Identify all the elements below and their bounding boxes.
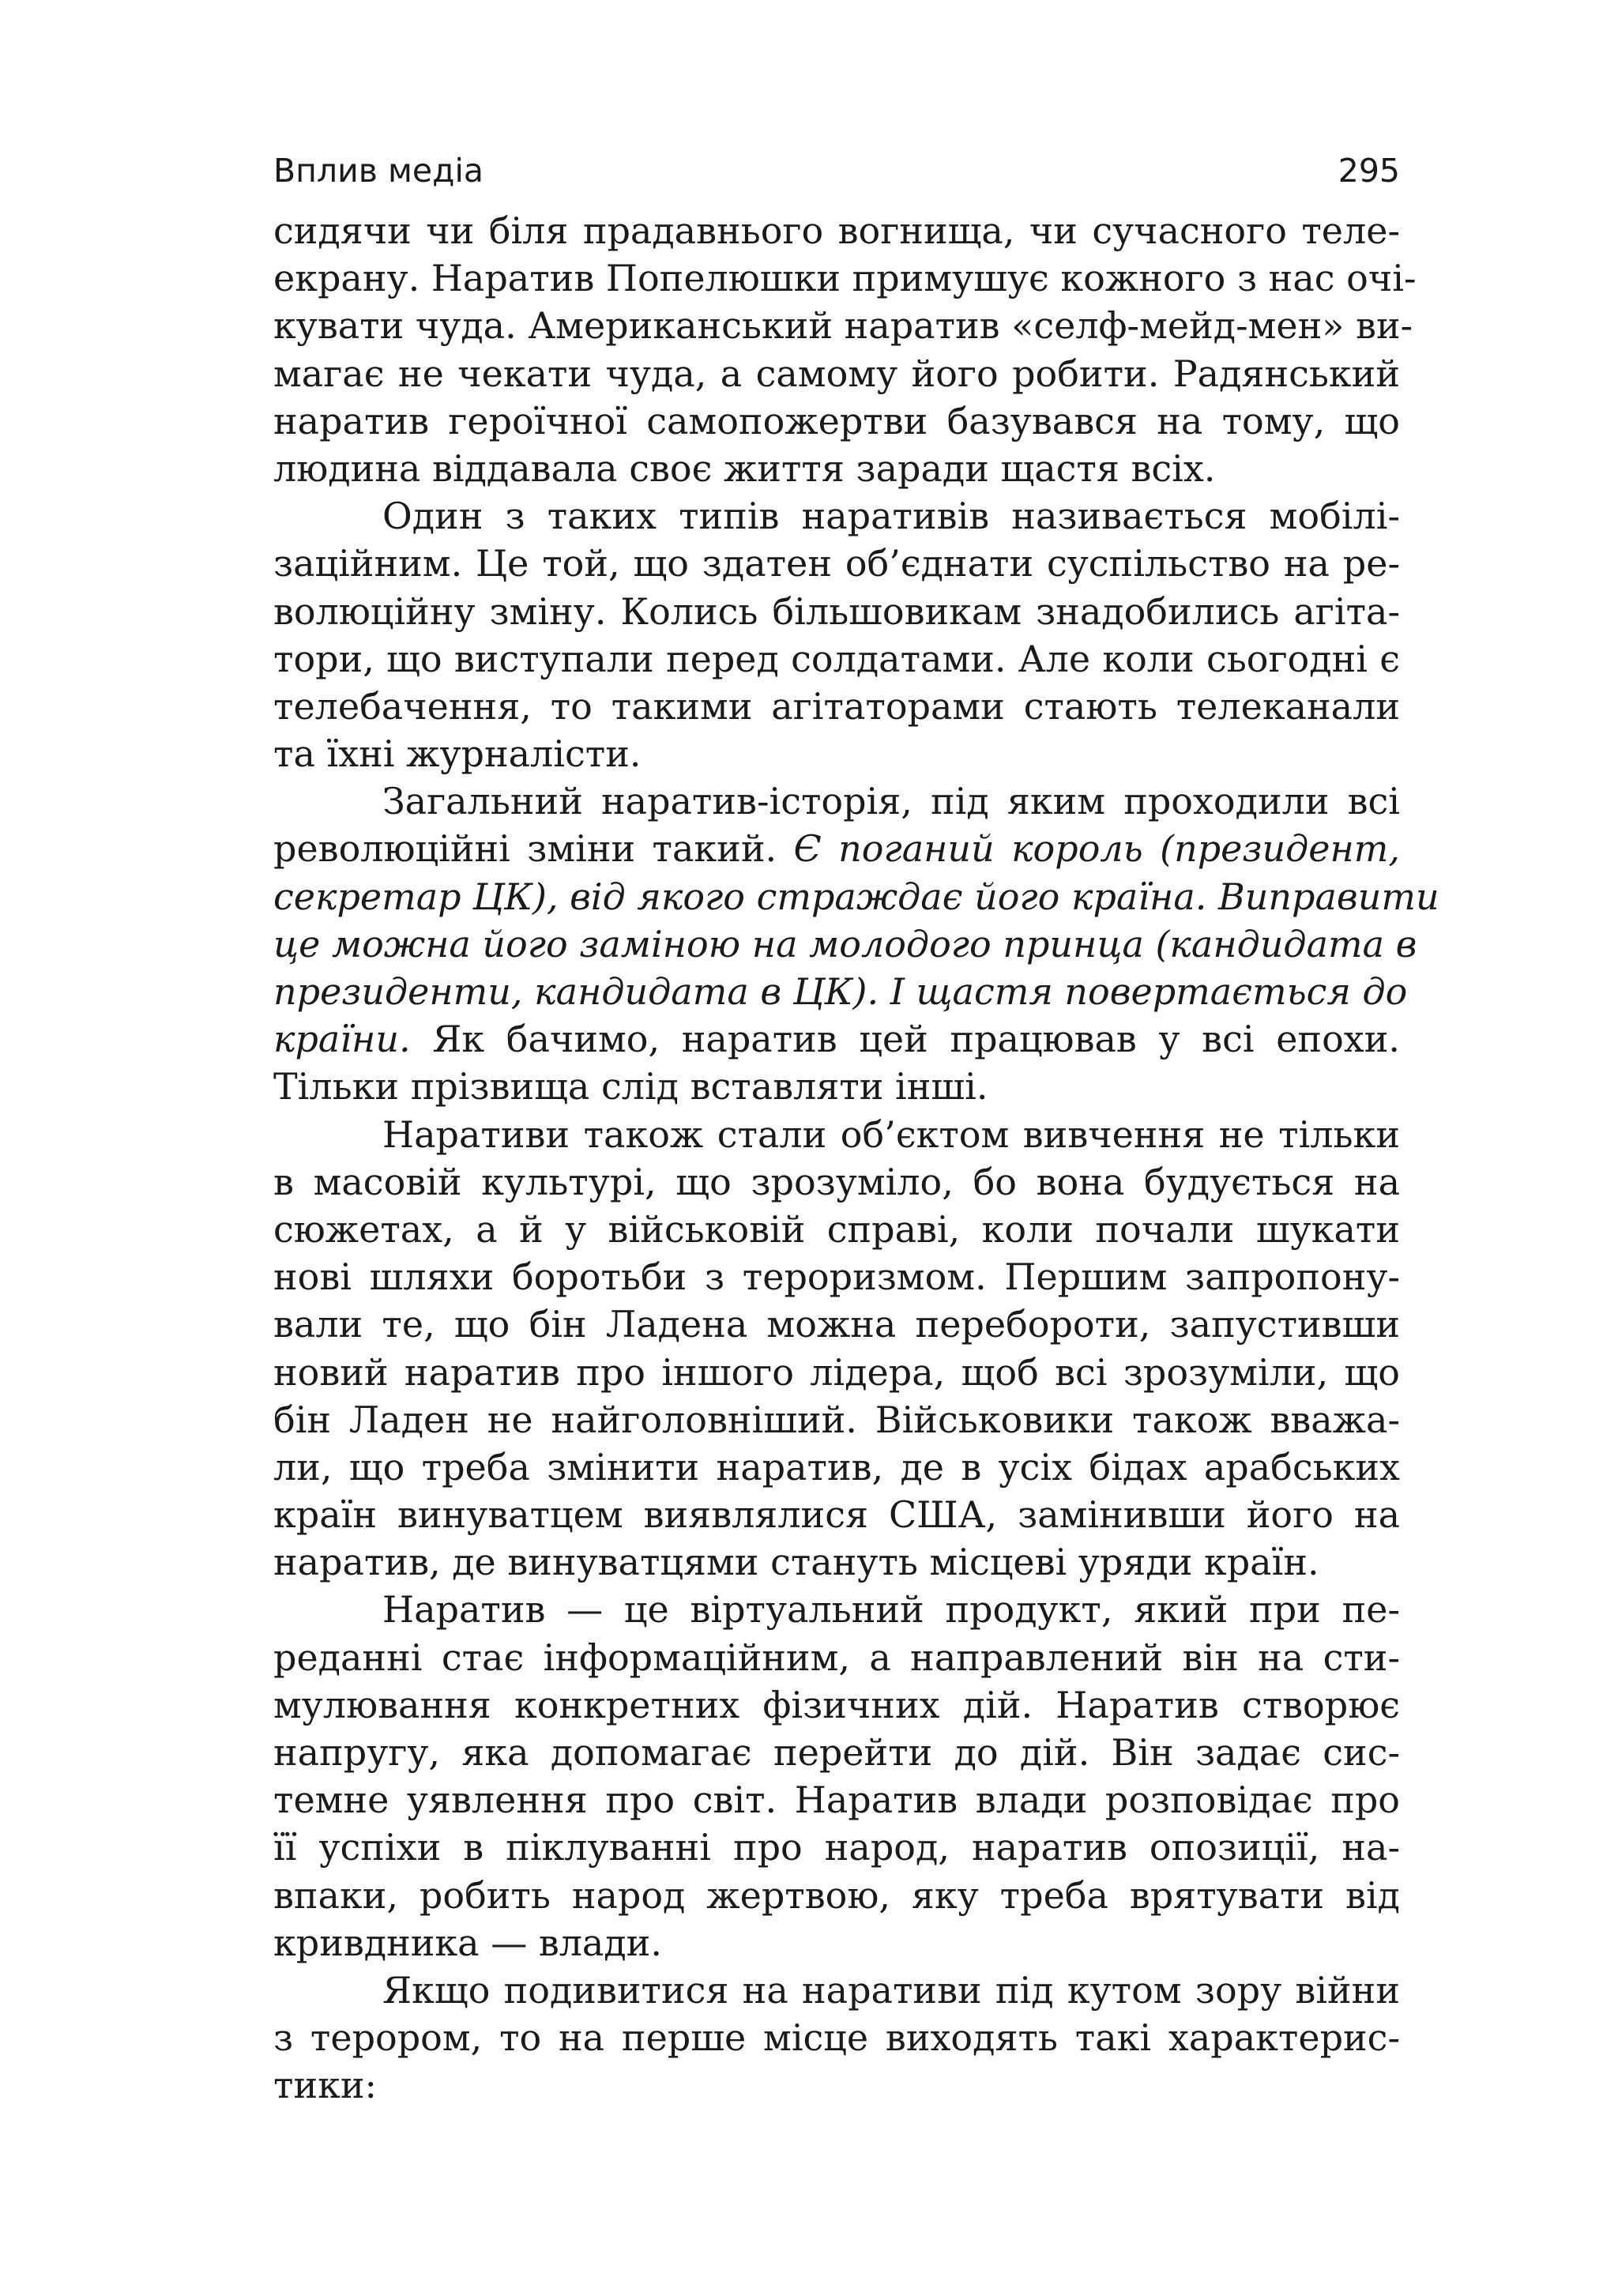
running-head [273,149,1400,193]
text-line: сидячи чи біля прадавнього вогнища, чи сучасного теле- [273,209,1400,252]
text-line: її успіхи в піклуванні про народ, наратив опозиції, на- [273,1826,1400,1869]
text-line: ли, що треба змінити наратив, де в усіх бідах арабських [273,1445,1400,1489]
text-line: волюційну зміну. Колись більшовикам знадобились агіта- [273,589,1400,633]
text-line: секретар ЦК), від якого страждає його країна. Виправити [273,875,1439,918]
text-line: Якщо подивитися на наративи під кутом зору війни [382,1968,1400,2012]
text-line: бін Ладен не найголовніший. Військовики також вважа- [273,1398,1400,1441]
text-line: це можна його заміною на молодого принца (кандидата в [273,922,1417,965]
text-line: з терором, то на перше місце виходять такі характерис- [273,2016,1400,2060]
text-line: сюжетах, а й у військовій справі, коли почали шукати [273,1207,1400,1251]
text-line: Один з таких типів наративів називається мобілі- [382,495,1400,538]
text-line: напругу, яка допомагає перейти до дій. Він задає сис- [273,1731,1400,1774]
text-line: впаки, робить народ жертвою, яку треба врятувати від [273,1873,1400,1917]
text-line: наратив, де винуватцями стануть місцеві уряди країн. [273,1541,1319,1584]
text-line: революційні зміни такий. Є поганий король (президент, [273,827,1400,871]
text-line: кувати чуда. Американський наратив «селф-мейд-мен» ви- [273,304,1413,348]
text-line: тики: [273,2064,378,2107]
text-line: заційним. Це той, що здатен об’єднати суспільство на ре- [273,542,1400,585]
text-line: тори, що виступали перед солдатами. Але коли сьогодні є [273,637,1400,680]
page-number: 295 [1338,152,1400,190]
text-line: вали те, що бін Ладена можна перебороти, запустивши [273,1303,1400,1346]
text-line: та їхні журналісти. [273,732,642,776]
text-line: країн винуватцем виявлялися США, замінивши його на [273,1493,1400,1537]
text-line: Загальний наратив-історія, під яким проходили всі [382,780,1400,823]
text-line: темне уявлення про світ. Наратив влади розповідає про [273,1778,1400,1822]
text-line: людина віддавала своє життя заради щастя всіх. [273,446,1216,490]
running-title: Вплив медіа [273,152,484,190]
text-line: наратив героїчної самопожертви базувався на тому, що [273,399,1400,442]
text-line: нові шляхи боротьби з тероризмом. Першим запропону- [273,1255,1400,1299]
text-line: Тільки прізвища слід вставляти інші. [273,1065,988,1108]
text-line: Наратив — це віртуальний продукт, який при пе- [382,1588,1400,1632]
text-line: Наративи також стали об’єктом вивчення не тільки [382,1112,1400,1156]
text-line: магає не чекати чуда, а самому його робити. Радянський [273,352,1400,395]
text-line: реданні стає інформаційним, а направлений він на сти- [273,1635,1400,1679]
text-line: мулювання конкретних фізичних дій. Наратив створює [273,1683,1400,1726]
text-line: президенти, кандидата в ЦК). І щастя повертається до [273,970,1408,1013]
text-line: країни. Як бачимо, наратив цей працював у всі епохи. [273,1018,1400,1061]
text-line: кривдника — влади. [273,1921,662,1964]
text-line: екрану. Наратив Попелюшки примушує кожного з нас очі- [273,257,1417,300]
text-line: в масовій культурі, що зрозуміло, бо вона будується на [273,1160,1400,1203]
text-line: телебачення, то такими агітаторами стають телеканали [273,684,1400,728]
body-text [273,207,1439,2110]
text-line: новий наратив про іншого лідера, щоб всі зрозуміли, що [273,1350,1400,1394]
